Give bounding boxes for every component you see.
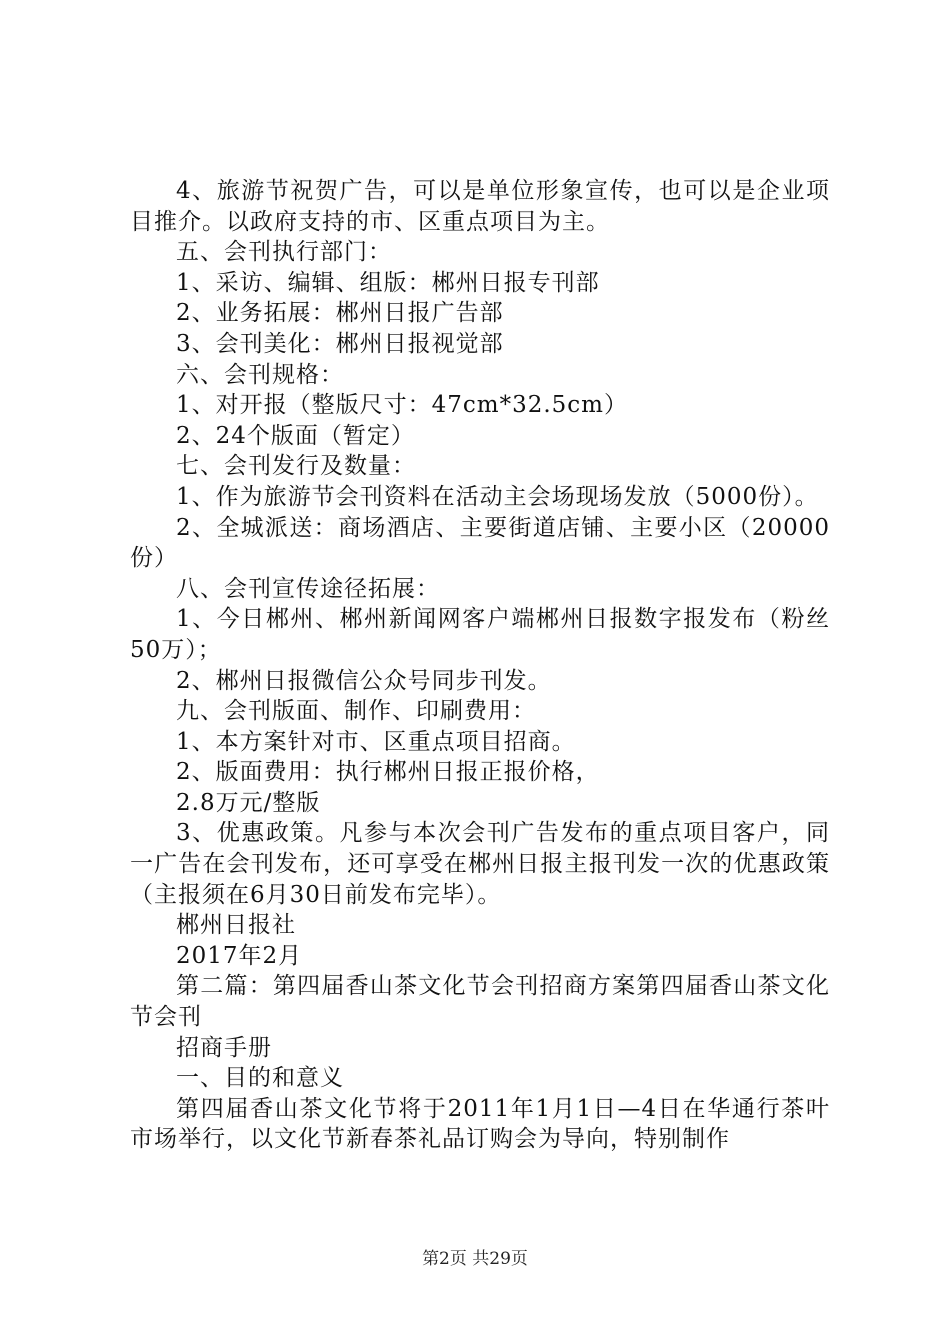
list-item: 1、采访、编辑、组版：郴州日报专刊部	[176, 269, 600, 296]
heading-section-7: 七、会刊发行及数量：	[176, 453, 416, 480]
subtitle: 招商手册	[176, 1034, 272, 1061]
list-item: 1、对开报（整版尺寸：47cm*32.5cm）	[176, 392, 628, 419]
list-item: 2、郴州日报微信公众号同步刊发。	[176, 667, 552, 694]
list-item: 2、版面费用：执行郴州日报正报价格，	[176, 759, 600, 786]
list-item: 2、全城派送：商场酒店、主要街道店铺、主要小区（20000份）	[130, 514, 830, 572]
heading-section-1: 一、目的和意义	[176, 1065, 344, 1092]
list-item: 3、优惠政策。凡参与本次会刊广告发布的重点项目客户，同一广告在会刊发布，还可享受在郴州日报主报刊发一次的优惠政策（主报须在6月30日前发布完毕）。	[130, 820, 830, 908]
signature-date: 2017年2月	[176, 942, 303, 969]
heading-section-6: 六、会刊规格：	[176, 361, 344, 388]
chapter-title: 第二篇：第四届香山茶文化节会刊招商方案第四届香山茶文化节会刊	[130, 973, 830, 1031]
paragraph-intro: 第四届香山茶文化节将于2011年1月1日—4日在华通行茶叶市场举行，以文化节新春茶礼品订购会为导向，特别制作	[130, 1095, 830, 1153]
list-item: 1、本方案针对市、区重点项目招商。	[176, 728, 576, 755]
heading-section-5: 五、会刊执行部门：	[176, 239, 392, 266]
list-item: 1、今日郴州、郴州新闻网客户端郴州日报数字报发布（粉丝50万）；	[130, 606, 830, 663]
page-footer: 第2页 共29页	[422, 1249, 528, 1269]
list-item: 2、24个版面（暂定）	[176, 422, 415, 449]
paragraph-ad-item-4: 4、旅游节祝贺广告，可以是单位形象宣传，也可以是企业项目推介。以政府支持的市、区重点项目为主。	[130, 178, 830, 235]
heading-section-8: 八、会刊宣传途径拓展：	[176, 575, 440, 602]
document-body	[130, 176, 830, 1155]
list-item: 3、会刊美化：郴州日报视觉部	[176, 330, 504, 357]
list-item: 2、业务拓展：郴州日报广告部	[176, 300, 504, 327]
list-item: 1、作为旅游节会刊资料在活动主会场现场发放（5000份）。	[176, 483, 819, 510]
price-line: 2.8万元/整版	[176, 789, 321, 816]
heading-section-9: 九、会刊版面、制作、印刷费用：	[176, 698, 536, 725]
signature-org: 郴州日报社	[176, 912, 296, 939]
